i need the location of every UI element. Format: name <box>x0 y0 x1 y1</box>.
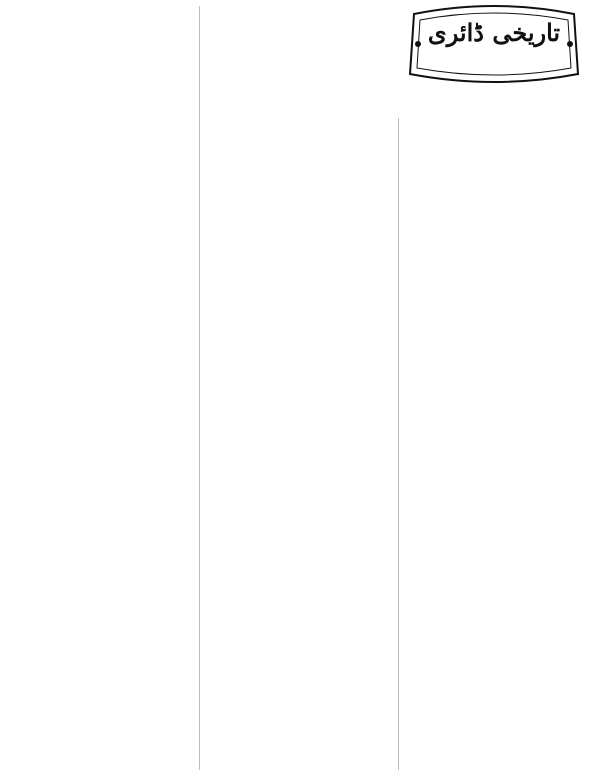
badge-title: تاریخی ڈائری <box>427 18 561 47</box>
article-headline <box>205 10 395 30</box>
text-column-middle <box>203 122 395 768</box>
column-divider <box>398 118 399 770</box>
column-badge <box>404 4 584 86</box>
text-column-left <box>6 6 196 768</box>
column-divider <box>199 6 200 770</box>
text-column-right <box>403 148 583 768</box>
